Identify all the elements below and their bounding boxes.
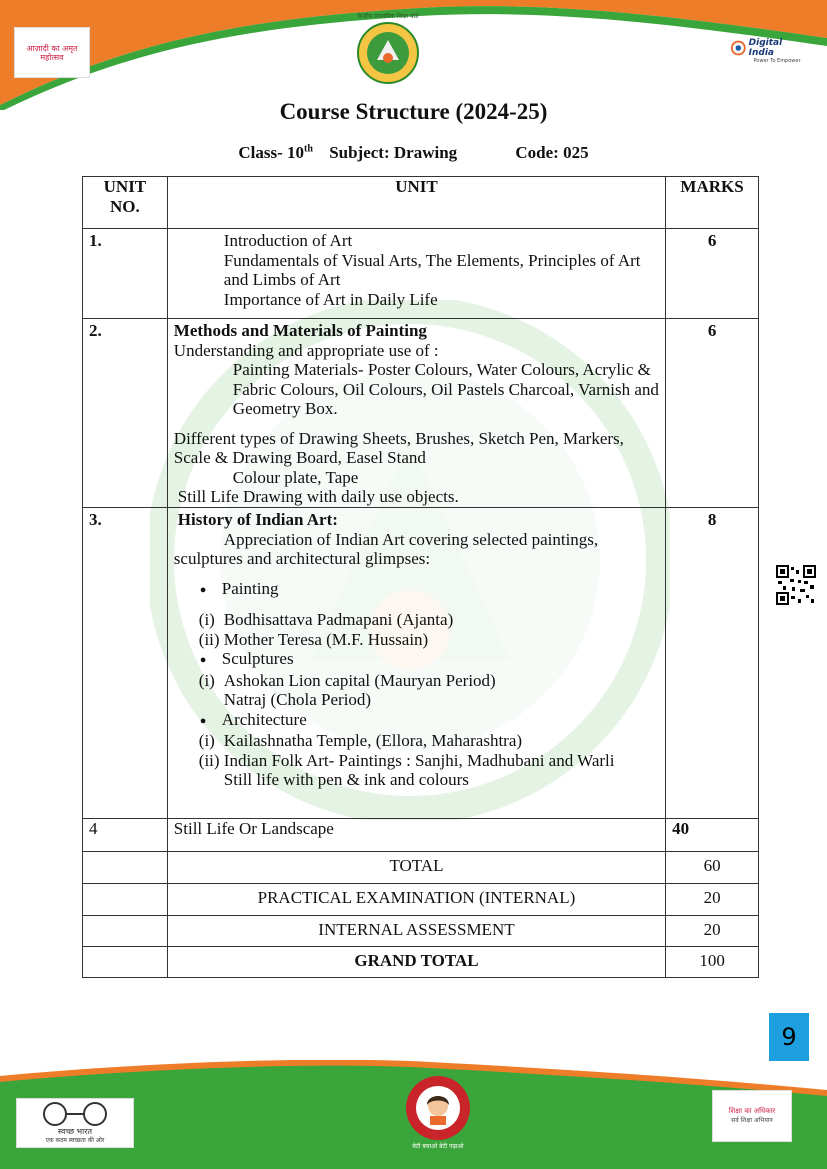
unit-3-painting-1: (i) Bodhisattava Padmapani (Ajanta) (198, 610, 454, 629)
unit-4-unit: Still Life Or Landscape (167, 819, 665, 852)
grand-total-marks: 100 (666, 947, 759, 978)
unit-2-intro: Understanding and appropriate use of : (173, 340, 439, 360)
course-structure-table (82, 176, 759, 978)
shiksha-adhikar-subtext: सर्व शिक्षा अभियान (731, 1117, 773, 1124)
unit-3-architecture-1: (i) Kailashnatha Temple, (Ellora, Maharashtra) (198, 731, 523, 750)
glasses-icon (30, 1101, 120, 1127)
table-row-unit-4 (83, 819, 759, 852)
code-label: Code: 025 (515, 143, 589, 162)
unit-1-line: Fundamentals of Visual Arts, The Elements, Principles of Art and Limbs of Art (223, 250, 641, 289)
unit-2-content (167, 319, 665, 508)
unit-2-types: Different types of Drawing Sheets, Brushes, Sketch Pen, Markers, Scale & Drawing Board, Easel Stand (173, 428, 624, 467)
unit-3-marks: 8 (666, 508, 759, 819)
unit-1-content (167, 229, 665, 319)
page-number: 9 (769, 1013, 809, 1061)
table-row-unit-2 (83, 319, 759, 508)
swachh-bharat-text: स्वच्छ भारत (57, 1127, 93, 1136)
table-row-practical (83, 884, 759, 916)
header-unit: UNIT (167, 177, 665, 229)
unit-3-content (167, 508, 665, 819)
unit-3-still-life: Still life with pen & ink and colours (223, 770, 469, 789)
unit-1-marks: 6 (666, 229, 759, 319)
swachh-bharat-subtext: एक कदम स्वच्छता की ओर (45, 1137, 105, 1144)
azadi-logo (14, 27, 90, 78)
table-row-total (83, 852, 759, 884)
unit-3-architecture-2: (ii) Indian Folk Art- Paintings : Sanjhi, Madhubani and Warli (198, 750, 615, 770)
subject-label: Subject: Drawing (329, 143, 458, 162)
unit-2-no: 2. (83, 319, 168, 508)
page-title: Course Structure (2024-25) (279, 99, 548, 124)
table-header-row (83, 177, 759, 229)
unit-2-heading: Methods and Materials of Painting (173, 321, 427, 340)
azadi-logo-text: आज़ादी का अमृत महोत्सव (26, 43, 78, 62)
unit-1-line: Importance of Art in Daily Life (223, 289, 438, 309)
unit-1-line: Introduction of Art (223, 231, 353, 250)
total-marks: 60 (666, 852, 759, 884)
beti-bachao-logo (405, 1075, 471, 1141)
unit-2-colour-plate: Colour plate, Tape (232, 467, 359, 487)
digital-india-logo (730, 34, 806, 68)
cbse-logo (357, 22, 419, 84)
shiksha-adhikar-text: शिक्षा का अधिकार (728, 1107, 776, 1115)
unit-2-materials: Painting Materials- Poster Colours, Water Colours, Acrylic & Fabric Colours, Oil Colours, Oil Pastels Charcoal, Varnish and Geometry Box. (232, 360, 659, 418)
grand-total-label: GRAND TOTAL (167, 947, 665, 978)
unit-1-no: 1. (83, 229, 168, 319)
subtitle-row (0, 143, 827, 163)
header-marks: MARKS (666, 177, 759, 229)
class-label: Class- 10th (238, 143, 313, 162)
unit-3-painting: ● Painting (174, 579, 659, 601)
qr-code[interactable] (776, 565, 816, 605)
shiksha-adhikar-logo (712, 1090, 792, 1142)
table-row-unit-1 (83, 229, 759, 319)
digital-india-icon (730, 39, 747, 57)
unit-3-architecture: ● Architecture (174, 710, 659, 732)
internal-marks: 20 (666, 916, 759, 947)
unit-3-heading: History of Indian Art: (177, 510, 338, 529)
cbse-logo-text: केन्द्रीय माध्यमिक शिक्षा बोर्ड (357, 13, 419, 20)
practical-label: PRACTICAL EXAMINATION (INTERNAL) (167, 884, 665, 916)
digital-india-text: Digital India (748, 38, 783, 58)
unit-3-sculpture-2: Natraj (Chola Period) (223, 690, 372, 709)
unit-2-still-life: Still Life Drawing with daily use objects. (177, 487, 459, 506)
table-row-internal (83, 916, 759, 947)
internal-label: INTERNAL ASSESSMENT (167, 916, 665, 947)
table-row-grand-total (83, 947, 759, 978)
unit-3-sculpture-1: (i) Ashokan Lion capital (Mauryan Period) (198, 670, 496, 690)
header-unit-no: UNIT NO. (83, 177, 168, 229)
total-label: TOTAL (167, 852, 665, 884)
digital-india-tagline: Power To Empower (753, 58, 801, 64)
unit-3-no: 3. (83, 508, 168, 819)
unit-3-painting-2: (ii) Mother Teresa (M.F. Hussain) (198, 629, 429, 649)
table-row-unit-3 (83, 508, 759, 819)
unit-3-intro: Appreciation of Indian Art covering selected paintings, sculptures and architectural glimpses: (173, 529, 599, 568)
unit-3-sculptures: ● Sculptures (174, 649, 659, 671)
practical-marks: 20 (666, 884, 759, 916)
unit-2-marks: 6 (666, 319, 759, 508)
beti-bachao-text: बेटी बचाओ बेटी पढ़ाओ (412, 1143, 464, 1150)
swachh-bharat-logo (16, 1098, 134, 1148)
unit-4-marks: 40 (666, 819, 759, 852)
unit-4-no: 4 (83, 819, 168, 852)
